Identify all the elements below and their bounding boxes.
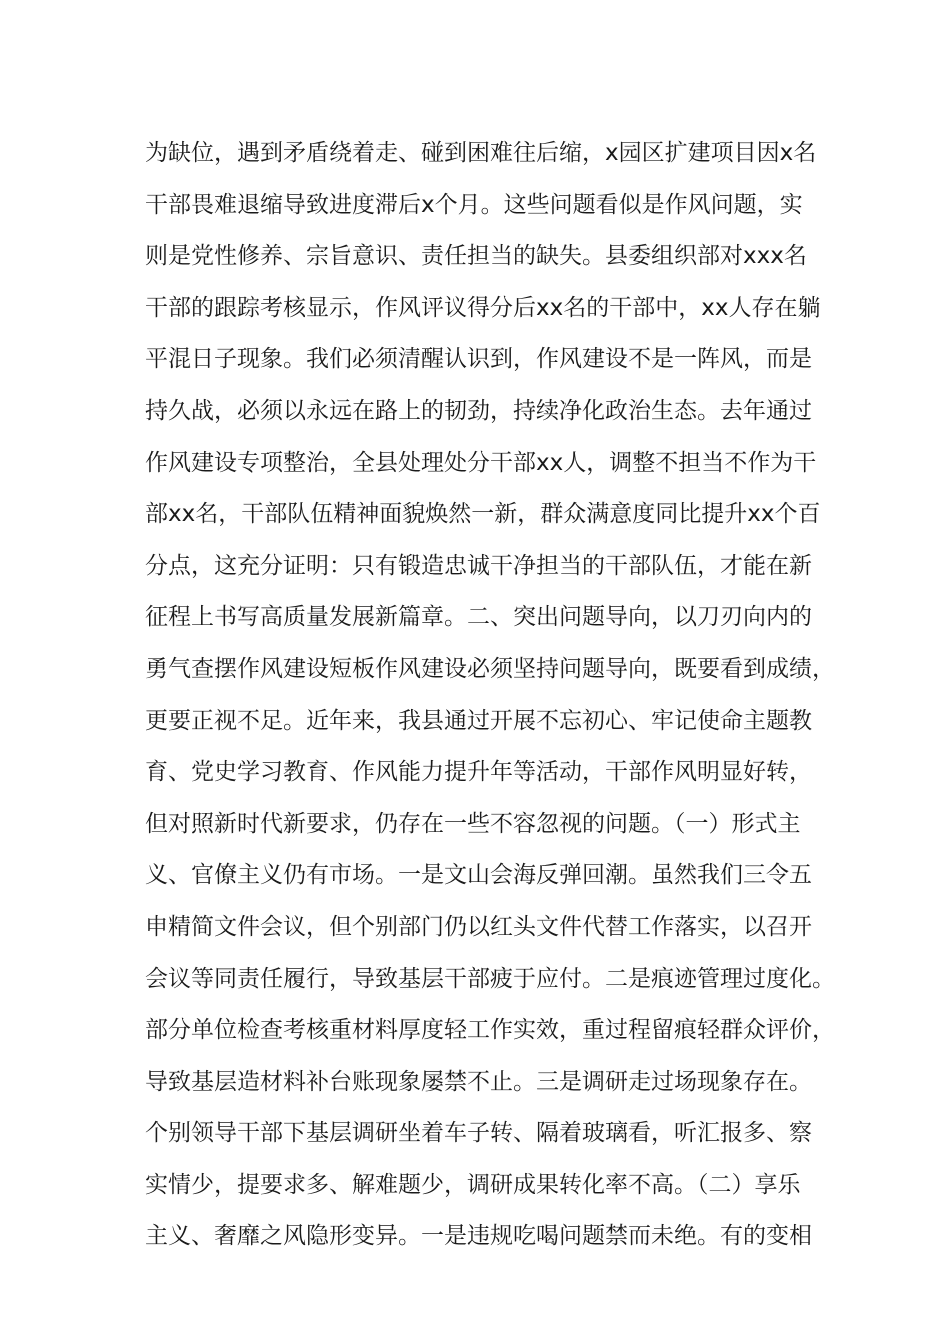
text-line: 更要正视不足。近年来，我县通过开展不忘初心、牢记使命主题教 — [145, 707, 812, 734]
text-line: 主义、奢靡之风隐形变异。一是违规吃喝问题禁而未绝。有的变相 — [145, 1223, 812, 1250]
text-line: 征程上书写高质量发展新篇章。二、突出问题导向，以刀刃向内的 — [145, 604, 812, 631]
text-line: 个别领导干部下基层调研坐着车子转、隔着玻璃看，听汇报多、察 — [145, 1120, 812, 1147]
text-line: 分点，这充分证明：只有锻造忠诚干净担当的干部队伍，才能在新 — [145, 552, 812, 579]
text-line: 申精简文件会议，但个别部门仍以红头文件代替工作落实，以召开 — [145, 913, 812, 940]
text-line: 干部的跟踪考核显示，作风评议得分后xx名的干部中，xx人存在躺 — [145, 294, 821, 321]
text-line: 干部畏难退缩导致进度滞后x个月。这些问题看似是作风问题，实 — [145, 191, 803, 218]
body-text — [145, 128, 835, 1263]
text-line: 持久战，必须以永远在路上的韧劲，持续净化政治生态。去年通过 — [145, 397, 812, 424]
text-line: 义、官僚主义仍有市场。一是文山会海反弹回潮。虽然我们三令五 — [145, 862, 812, 889]
text-line: 为缺位，遇到矛盾绕着走、碰到困难往后缩，x园区扩建项目因x名 — [145, 140, 817, 166]
text-line: 育、党史学习教育、作风能力提升年等活动，干部作风明显好转， — [145, 759, 812, 786]
text-line: 但对照新时代新要求，仍存在一些不容忽视的问题。（一）形式主 — [145, 810, 801, 837]
text-line: 作风建设专项整治，全县处理处分干部xx人，调整不担当不作为干 — [145, 449, 817, 476]
text-line: 则是党性修养、宗旨意识、责任担当的缺失。县委组织部对xxx名 — [145, 243, 807, 270]
text-line: 会议等同责任履行，导致基层干部疲于应付。二是痕迹管理过度化。 — [145, 965, 835, 992]
text-line: 勇气查摆作风建设短板作风建设必须坚持问题导向，既要看到成绩， — [145, 655, 835, 682]
text-line: 部分单位检查考核重材料厚度轻工作实效，重过程留痕轻群众评价， — [145, 1017, 835, 1044]
text-line: 导致基层造材料补台账现象屡禁不止。三是调研走过场现象存在。 — [145, 1068, 812, 1095]
text-line: 平混日子现象。我们必须清醒认识到，作风建设不是一阵风，而是 — [145, 346, 812, 373]
text-line: 实情少，提要求多、解难题少，调研成果转化率不高。（二）享乐 — [145, 1171, 801, 1198]
text-line: 部xx名，干部队伍精神面貌焕然一新，群众满意度同比提升xx个百 — [145, 501, 821, 528]
